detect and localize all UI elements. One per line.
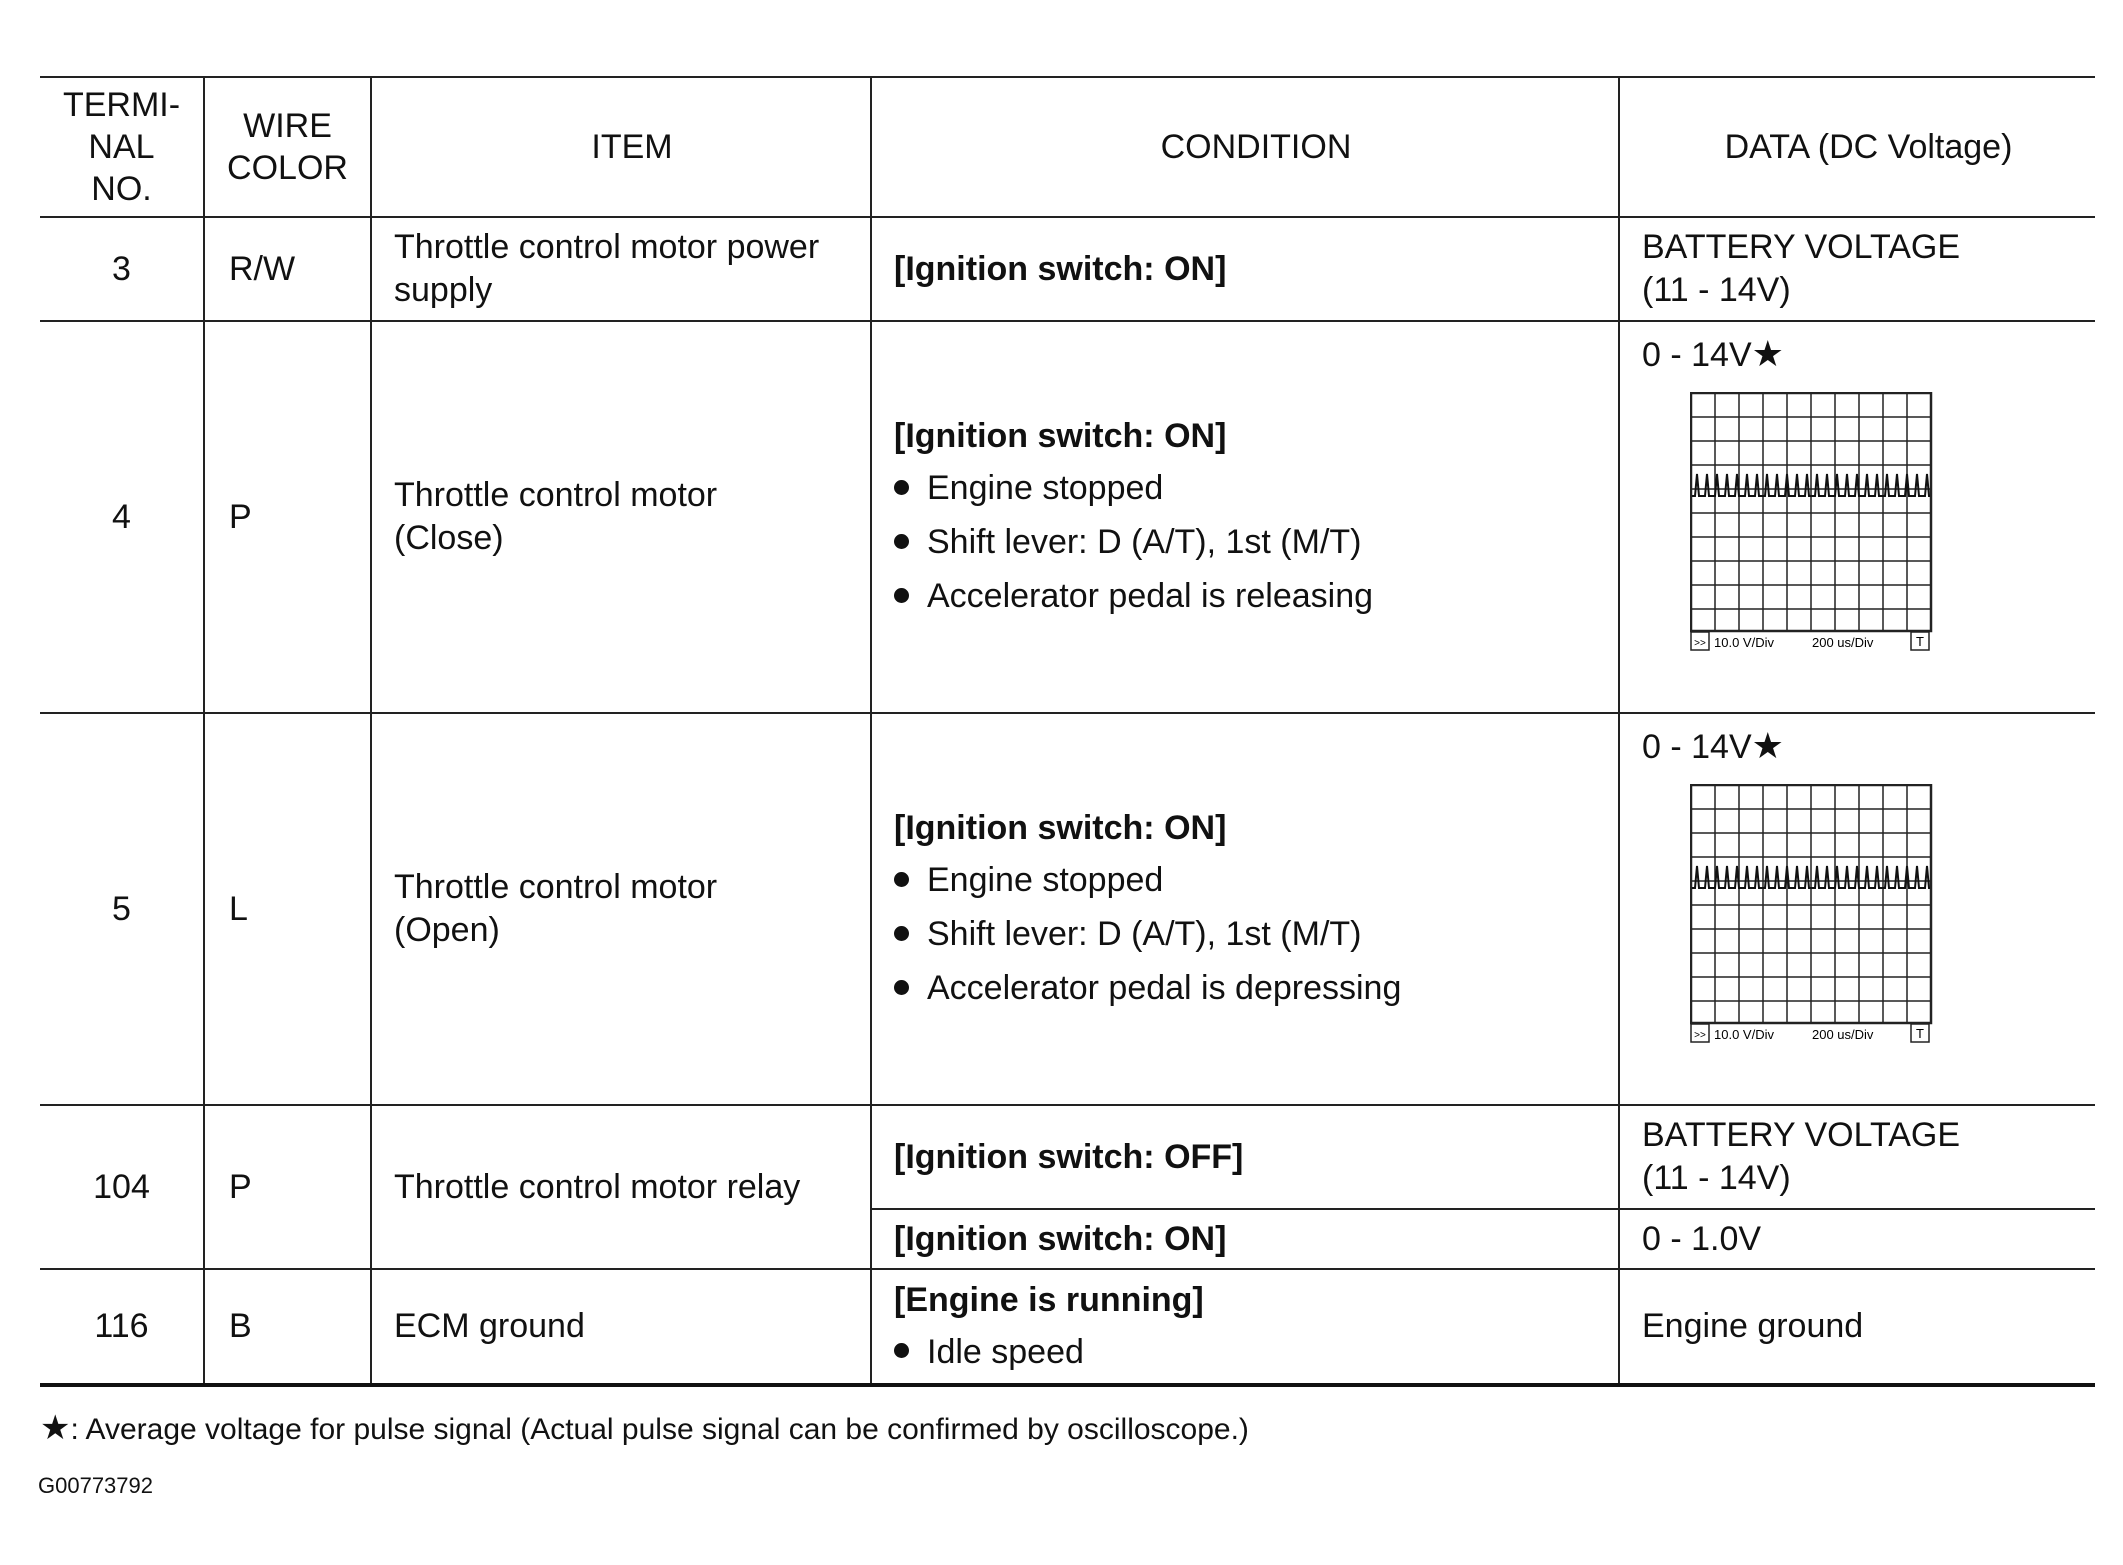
- terminal-no: 4: [40, 321, 204, 713]
- condition-cell: [871, 1269, 1619, 1385]
- voltage-range: 0 - 14V★: [1642, 333, 1784, 374]
- scope-footer: [1691, 632, 1929, 650]
- wire-color: P: [204, 1105, 371, 1269]
- item-cell: Throttle control motor relay: [371, 1105, 871, 1269]
- terminal-no: 104: [40, 1105, 204, 1269]
- condition-heading: [Ignition switch: ON]: [894, 417, 1227, 455]
- header-terminal-no: TERMI- NAL NO.: [40, 77, 204, 217]
- star-icon: ★: [40, 1409, 71, 1447]
- condition-bullet: Engine stopped: [894, 853, 1618, 907]
- condition-cell: [871, 217, 1619, 321]
- condition-heading: [Engine is running]: [894, 1280, 1204, 1319]
- table-row: [40, 1105, 2095, 1209]
- header-item: ITEM: [371, 77, 871, 217]
- table-row: [40, 217, 2095, 321]
- table-row: [40, 1269, 2095, 1385]
- oscilloscope-waveform-close: [1690, 392, 1933, 652]
- wire-color: B: [204, 1269, 371, 1385]
- condition-cell: [871, 1209, 1619, 1269]
- condition-cell: [871, 321, 1619, 713]
- scope-volt-div: 10.0 V/Div: [1714, 635, 1774, 650]
- header-data: DATA (DC Voltage): [1619, 77, 2095, 217]
- wire-color: R/W: [204, 217, 371, 321]
- bullet-dot-icon: [894, 980, 909, 995]
- condition-bullet: Accelerator pedal is releasing: [894, 569, 1618, 623]
- scope-time-div: 200 us/Div: [1812, 635, 1874, 650]
- terminal-no: 116: [40, 1269, 204, 1385]
- condition-heading: [Ignition switch: ON]: [894, 809, 1227, 847]
- data-cell: [1619, 713, 2095, 1105]
- voltage-range: 0 - 14V★: [1642, 725, 1784, 766]
- footnote: ★: Average voltage for pulse signal (Actual pulse signal can be confirmed by oscilloscope.): [40, 1409, 1249, 1447]
- ecm-terminal-table: [40, 76, 2095, 1387]
- condition-bullet: Idle speed: [894, 1325, 1618, 1379]
- item-cell: Throttle control motor (Open): [371, 713, 871, 1105]
- data-cell: BATTERY VOLTAGE (11 - 14V): [1619, 1105, 2095, 1209]
- item-cell: Throttle control motor power supply: [371, 217, 871, 321]
- condition-bullet: Engine stopped: [894, 461, 1618, 515]
- table-row: [40, 713, 2095, 1105]
- scope-time-div: 200 us/Div: [1812, 1027, 1874, 1042]
- condition-bullet: Shift lever: D (A/T), 1st (M/T): [894, 907, 1618, 961]
- condition-cell: [871, 1105, 1619, 1209]
- bullet-dot-icon: [894, 534, 909, 549]
- star-icon: ★: [1751, 725, 1784, 766]
- bullet-dot-icon: [894, 926, 909, 941]
- bullet-dot-icon: [894, 1343, 909, 1358]
- header-condition: CONDITION: [871, 77, 1619, 217]
- terminal-no: 3: [40, 217, 204, 321]
- scope-arrows-label: >>: [1694, 1030, 1706, 1041]
- item-cell: Throttle control motor (Close): [371, 321, 871, 713]
- table-row: [40, 321, 2095, 713]
- condition-heading: [Ignition switch: ON]: [894, 250, 1227, 288]
- wire-color: P: [204, 321, 371, 713]
- data-cell: [1619, 321, 2095, 713]
- data-cell: BATTERY VOLTAGE (11 - 14V): [1619, 217, 2095, 321]
- condition-heading: [Ignition switch: ON]: [894, 1220, 1227, 1258]
- wire-color: L: [204, 713, 371, 1105]
- scope-arrows-label: >>: [1694, 638, 1706, 649]
- scope-volt-div: 10.0 V/Div: [1714, 1027, 1774, 1042]
- star-icon: ★: [1751, 333, 1784, 374]
- scope-trigger-label: T: [1916, 634, 1924, 649]
- condition-bullet: Shift lever: D (A/T), 1st (M/T): [894, 515, 1618, 569]
- figure-id: G00773792: [38, 1473, 153, 1498]
- bullet-dot-icon: [894, 588, 909, 603]
- oscilloscope-waveform-open: [1690, 784, 1933, 1044]
- terminal-no: 5: [40, 713, 204, 1105]
- scope-grid: [1691, 785, 1931, 1023]
- table-header-row: [40, 77, 2095, 217]
- condition-cell: [871, 713, 1619, 1105]
- data-cell: 0 - 1.0V: [1619, 1209, 2095, 1269]
- condition-heading: [Ignition switch: OFF]: [894, 1138, 1244, 1176]
- item-cell: ECM ground: [371, 1269, 871, 1385]
- condition-bullet: Accelerator pedal is depressing: [894, 961, 1618, 1015]
- bullet-dot-icon: [894, 480, 909, 495]
- data-cell: Engine ground: [1619, 1269, 2095, 1385]
- bullet-dot-icon: [894, 872, 909, 887]
- scope-grid: [1691, 393, 1931, 631]
- scope-trigger-label: T: [1916, 1026, 1924, 1041]
- header-wire-color: WIRE COLOR: [204, 77, 371, 217]
- scope-footer: [1691, 1024, 1929, 1042]
